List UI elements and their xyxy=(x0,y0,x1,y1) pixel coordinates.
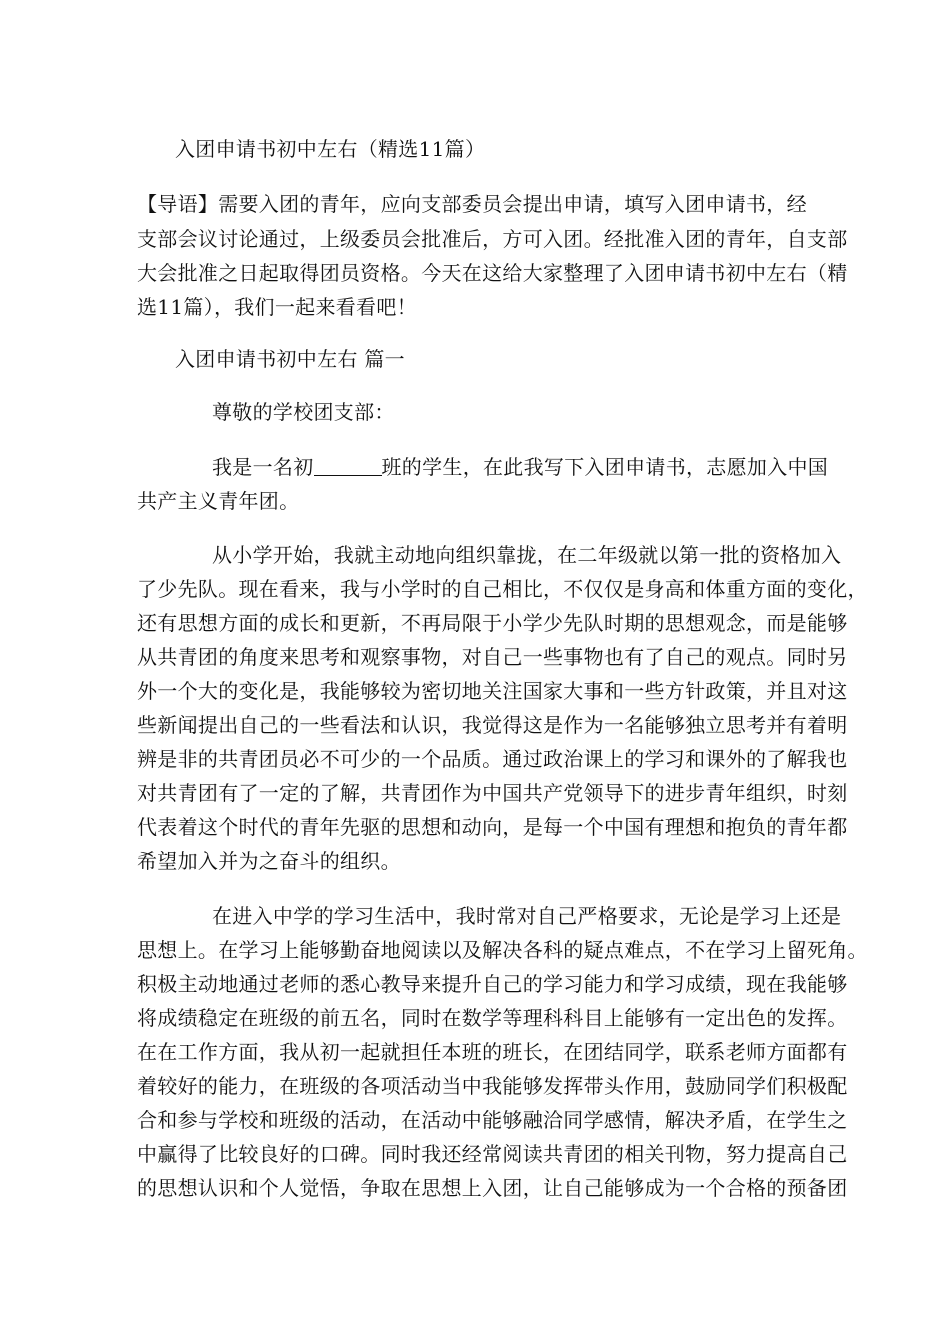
paragraph-line: 中赢得了比较良好的口碑。同时我还经常阅读共青团的相关刊物，努力提高自己 xyxy=(137,1142,848,1166)
paragraph-line: 希望加入并为之奋斗的组织。 xyxy=(137,849,401,873)
paragraph-line: 从小学开始，我就主动地向组织靠拢，在二年级就以第一批的资格加入 xyxy=(212,543,842,567)
paragraph-line: 外一个大的变化是，我能够较为密切地关注国家大事和一些方针政策，并且对这 xyxy=(137,679,848,703)
paragraph-line: 还有思想方面的成长和更新，不再局限于小学少先队时期的思想观念，而是能够 xyxy=(137,611,848,635)
paragraph-line: 合和参与学校和班级的活动，在活动中能够融洽同学感情，解决矛盾，在学生之 xyxy=(137,1108,848,1132)
paragraph-line: 将成绩稳定在班级的前五名，同时在数学等理科科目上能够有一定出色的发挥。 xyxy=(137,1006,848,1030)
paragraph-line: 着较好的能力，在班级的各项活动当中我能够发挥带头作用，鼓励同学们积极配 xyxy=(137,1074,848,1098)
document-title: 入团申请书初中左右（精选11篇） xyxy=(175,137,486,161)
paragraph-line: 在在工作方面，我从初一起就担任本班的班长，在团结同学，联系老师方面都有 xyxy=(137,1040,848,1064)
paragraph-line: 代表着这个时代的青年先驱的思想和动向，是每一个中国有理想和抱负的青年都 xyxy=(137,815,848,839)
paragraph-line: 思想上。在学习上能够勤奋地阅读以及解决各科的疑点难点，不在学习上留死角。 xyxy=(137,938,868,962)
paragraph-line: 在进入中学的学习生活中，我时常对自己严格要求，无论是学习上还是 xyxy=(212,904,842,928)
text-segment: 班的学生，在此我写下入团申请书，志愿加入中国 xyxy=(381,455,829,479)
intro-line: 选11篇），我们一起来看看吧！ xyxy=(137,295,417,319)
paragraph-line: 积极主动地通过老师的悉心教导来提升自己的学习能力和学习成绩，现在我能够 xyxy=(137,972,848,996)
paragraph-line: 些新闻提出自己的一些看法和认识，我觉得这是作为一名能够独立思考并有着明 xyxy=(137,713,848,737)
intro-line: 大会批准之日起取得团员资格。今天在这给大家整理了入团申请书初中左右（精 xyxy=(137,261,848,285)
paragraph-line: 了少先队。现在看来，我与小学时的自己相比，不仅仅是身高和体重方面的变化， xyxy=(137,577,868,601)
section-heading: 入团申请书初中左右 篇一 xyxy=(175,347,405,371)
paragraph-line: 共产主义青年团。 xyxy=(137,489,300,513)
fill-in-blank xyxy=(314,455,382,476)
paragraph-line: 的思想认识和个人觉悟，争取在思想上入团，让自己能够成为一个合格的预备团 xyxy=(137,1176,848,1200)
intro-line: 支部会议讨论通过，上级委员会批准后，方可入团。经批准入团的青年，自支部 xyxy=(137,227,848,251)
salutation: 尊敬的学校团支部： xyxy=(212,400,395,424)
intro-line: 【导语】需要入团的青年，应向支部委员会提出申请，填写入团申请书，经 xyxy=(137,192,807,216)
paragraph-line xyxy=(212,453,902,481)
paragraph-line: 从共青团的角度来思考和观察事物，对自己一些事物也有了自己的观点。同时另 xyxy=(137,645,848,669)
text-segment: 我是一名初 xyxy=(212,455,314,479)
paragraph-line: 辨是非的共青团员必不可少的一个品质。通过政治课上的学习和课外的了解我也 xyxy=(137,747,848,771)
paragraph-line: 对共青团有了一定的了解，共青团作为中国共产党领导下的进步青年组织，时刻 xyxy=(137,781,848,805)
